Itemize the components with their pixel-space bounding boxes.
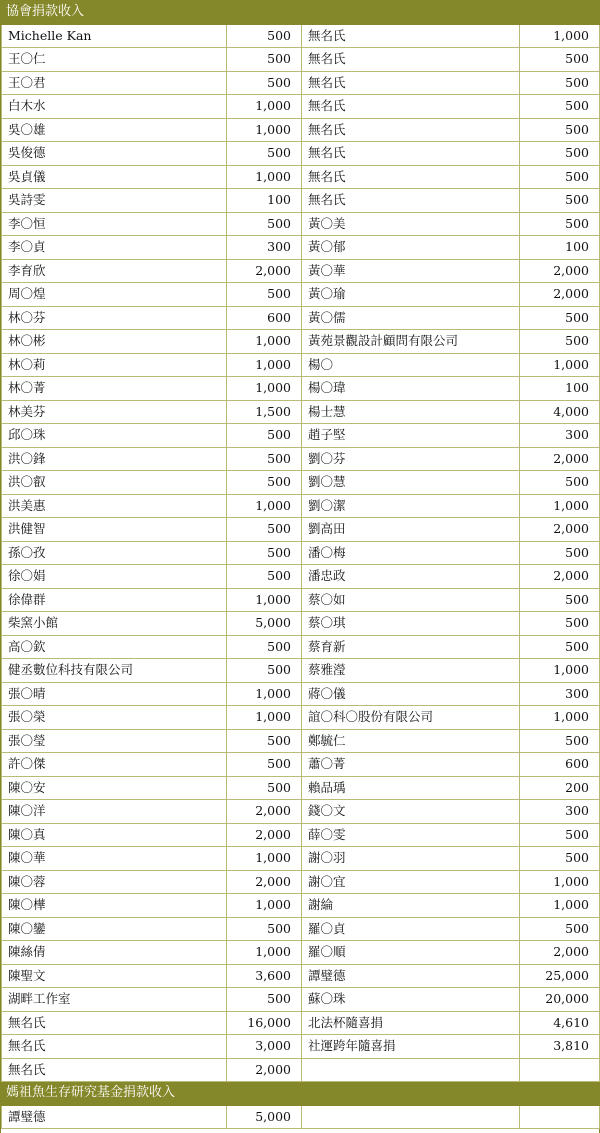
donor-name-left: 陳絲倩 bbox=[2, 941, 227, 965]
donor-name-left: 孫〇孜 bbox=[2, 541, 227, 565]
amount-left: 500 bbox=[227, 565, 302, 589]
donor-name-left: 健丞數位科技有限公司 bbox=[2, 659, 227, 683]
donor-name-left: Michelle Kan bbox=[2, 24, 227, 48]
table-row bbox=[2, 988, 600, 1012]
donor-name-right: 劉〇慧 bbox=[302, 471, 520, 495]
donor-name-left: 陳〇安 bbox=[2, 776, 227, 800]
amount-right: 500 bbox=[520, 917, 600, 941]
amount-right: 1,000 bbox=[520, 353, 600, 377]
donor-name-right: 黃苑景觀設計顧問有限公司 bbox=[302, 330, 520, 354]
amount-left: 500 bbox=[227, 541, 302, 565]
amount-left: 1,000 bbox=[227, 941, 302, 965]
amount-left: 500 bbox=[227, 424, 302, 448]
table-row bbox=[2, 729, 600, 753]
donor-name-left: 洪〇鋒 bbox=[2, 447, 227, 471]
amount-right: 1,000 bbox=[520, 659, 600, 683]
donor-name-right: 無名氏 bbox=[302, 189, 520, 213]
donor-name-left: 高〇欽 bbox=[2, 635, 227, 659]
amount-right: 300 bbox=[520, 800, 600, 824]
amount-right: 100 bbox=[520, 236, 600, 260]
amount-left: 500 bbox=[227, 283, 302, 307]
amount-left: 5,000 bbox=[227, 612, 302, 636]
donor-name-left: 洪〇叡 bbox=[2, 471, 227, 495]
amount-right bbox=[520, 1058, 600, 1082]
table-row bbox=[2, 1058, 600, 1082]
table-row bbox=[2, 494, 600, 518]
amount-right: 20,000 bbox=[520, 988, 600, 1012]
amount-right: 300 bbox=[520, 682, 600, 706]
table-row bbox=[2, 635, 600, 659]
table-row bbox=[2, 753, 600, 777]
amount-left: 1,000 bbox=[227, 118, 302, 142]
table-row bbox=[2, 659, 600, 683]
table-row bbox=[2, 964, 600, 988]
amount-right: 2,000 bbox=[520, 941, 600, 965]
donor-name-right: 楊〇瑋 bbox=[302, 377, 520, 401]
amount-left: 500 bbox=[227, 659, 302, 683]
amount-right: 500 bbox=[520, 471, 600, 495]
amount-left: 2,000 bbox=[227, 823, 302, 847]
donor-name-right: 薛〇雯 bbox=[302, 823, 520, 847]
table-row bbox=[2, 471, 600, 495]
amount-right: 500 bbox=[520, 306, 600, 330]
donor-name-left: 邱〇珠 bbox=[2, 424, 227, 448]
amount-right: 500 bbox=[520, 330, 600, 354]
table-row bbox=[2, 400, 600, 424]
donor-name-left: 陳〇華 bbox=[2, 847, 227, 871]
amount-right: 500 bbox=[520, 95, 600, 119]
amount-left: 500 bbox=[227, 635, 302, 659]
amount-left: 500 bbox=[227, 776, 302, 800]
table-row bbox=[2, 142, 600, 166]
amount-right: 500 bbox=[520, 823, 600, 847]
amount-left: 600 bbox=[227, 306, 302, 330]
table-row bbox=[2, 236, 600, 260]
donor-name-right: 潘忠政 bbox=[302, 565, 520, 589]
table-row bbox=[2, 377, 600, 401]
donor-name-left: 張〇榮 bbox=[2, 706, 227, 730]
amount-left: 1,000 bbox=[227, 165, 302, 189]
amount-left: 500 bbox=[227, 471, 302, 495]
amount-left: 1,000 bbox=[227, 706, 302, 730]
amount-left: 2,000 bbox=[227, 870, 302, 894]
section-title: 協會捐款收入 bbox=[2, 1, 600, 25]
amount-left: 1,000 bbox=[227, 377, 302, 401]
donor-name-right: 黃〇郁 bbox=[302, 236, 520, 260]
donor-name-left: 張〇晴 bbox=[2, 682, 227, 706]
amount-right: 1,000 bbox=[520, 24, 600, 48]
amount-left: 1,500 bbox=[227, 400, 302, 424]
donor-name-left: 王〇仁 bbox=[2, 48, 227, 72]
donor-name-right: 賴品瑀 bbox=[302, 776, 520, 800]
donor-name-left: 張〇瑩 bbox=[2, 729, 227, 753]
amount-right: 500 bbox=[520, 847, 600, 871]
table-row bbox=[2, 330, 600, 354]
table-row bbox=[2, 424, 600, 448]
donor-name-right: 無名氏 bbox=[302, 24, 520, 48]
donor-name-right: 劉高田 bbox=[302, 518, 520, 542]
donor-name-right: 無名氏 bbox=[302, 142, 520, 166]
donor-name-right: 羅〇順 bbox=[302, 941, 520, 965]
amount-right: 1,000 bbox=[520, 894, 600, 918]
table-row bbox=[2, 706, 600, 730]
donor-name-left: 陳〇樺 bbox=[2, 894, 227, 918]
amount-left: 100 bbox=[227, 189, 302, 213]
amount-right: 1,000 bbox=[520, 870, 600, 894]
donor-name-right: 鄭毓仁 bbox=[302, 729, 520, 753]
table-row bbox=[2, 612, 600, 636]
donor-name-right: 錢〇文 bbox=[302, 800, 520, 824]
table-row bbox=[2, 447, 600, 471]
donor-name-right: 謝綸 bbox=[302, 894, 520, 918]
donor-name-left: 吳貞儀 bbox=[2, 165, 227, 189]
donor-name-left: 白木水 bbox=[2, 95, 227, 119]
donor-name-left: 林〇芬 bbox=[2, 306, 227, 330]
amount-right: 500 bbox=[520, 189, 600, 213]
amount-right: 500 bbox=[520, 165, 600, 189]
amount-left: 1,000 bbox=[227, 847, 302, 871]
donor-name-right: 無名氏 bbox=[302, 95, 520, 119]
amount-left: 16,000 bbox=[227, 1011, 302, 1035]
amount-left: 5,000 bbox=[227, 1105, 302, 1129]
table-row bbox=[2, 682, 600, 706]
table-row bbox=[2, 259, 600, 283]
section-title: 媽祖魚生存研究基金捐款收入 bbox=[2, 1082, 600, 1106]
amount-left: 500 bbox=[227, 142, 302, 166]
table-row bbox=[2, 189, 600, 213]
donor-name-right: 楊士慧 bbox=[302, 400, 520, 424]
amount-right: 500 bbox=[520, 142, 600, 166]
donor-name-left: 吳〇雄 bbox=[2, 118, 227, 142]
table-row bbox=[2, 823, 600, 847]
table-row bbox=[2, 847, 600, 871]
amount-right: 2,000 bbox=[520, 565, 600, 589]
amount-left: 1,000 bbox=[227, 330, 302, 354]
amount-left: 500 bbox=[227, 917, 302, 941]
amount-left: 1,000 bbox=[227, 894, 302, 918]
table-row bbox=[2, 71, 600, 95]
donor-name-left: 湖畔工作室 bbox=[2, 988, 227, 1012]
table-row bbox=[2, 1105, 600, 1129]
amount-left: 1,000 bbox=[227, 95, 302, 119]
amount-left: 1,000 bbox=[227, 494, 302, 518]
amount-right: 500 bbox=[520, 212, 600, 236]
table-row bbox=[2, 776, 600, 800]
table-row bbox=[2, 917, 600, 941]
donor-name-right: 黃〇華 bbox=[302, 259, 520, 283]
table-row bbox=[2, 212, 600, 236]
amount-left: 500 bbox=[227, 753, 302, 777]
section-header-association bbox=[2, 1, 600, 25]
amount-left: 3,600 bbox=[227, 964, 302, 988]
donor-name-right bbox=[302, 1058, 520, 1082]
amount-right: 2,000 bbox=[520, 259, 600, 283]
donor-name-left: 無名氏 bbox=[2, 1035, 227, 1059]
amount-left: 500 bbox=[227, 447, 302, 471]
table-row bbox=[2, 283, 600, 307]
donor-name-left: 林〇彬 bbox=[2, 330, 227, 354]
donor-name-left: 無名氏 bbox=[2, 1058, 227, 1082]
amount-right: 2,000 bbox=[520, 283, 600, 307]
donor-name-right: 無名氏 bbox=[302, 118, 520, 142]
donor-name-right bbox=[302, 1105, 520, 1129]
amount-right: 500 bbox=[520, 541, 600, 565]
amount-right: 3,810 bbox=[520, 1035, 600, 1059]
donor-name-right: 黃〇瑜 bbox=[302, 283, 520, 307]
table-row bbox=[2, 894, 600, 918]
amount-left: 2,000 bbox=[227, 800, 302, 824]
amount-right: 2,000 bbox=[520, 447, 600, 471]
amount-left: 500 bbox=[227, 212, 302, 236]
donor-name-left: 王〇君 bbox=[2, 71, 227, 95]
donor-name-right: 黃〇美 bbox=[302, 212, 520, 236]
donor-name-right: 北法杯隨喜捐 bbox=[302, 1011, 520, 1035]
amount-left: 500 bbox=[227, 24, 302, 48]
amount-right: 500 bbox=[520, 71, 600, 95]
amount-right: 500 bbox=[520, 118, 600, 142]
donor-name-left: 徐偉群 bbox=[2, 588, 227, 612]
donor-name-left: 周〇煌 bbox=[2, 283, 227, 307]
amount-right: 4,000 bbox=[520, 400, 600, 424]
donor-name-left: 許〇傑 bbox=[2, 753, 227, 777]
donor-name-right: 謝〇宜 bbox=[302, 870, 520, 894]
amount-right: 500 bbox=[520, 588, 600, 612]
donor-name-right: 謝〇羽 bbox=[302, 847, 520, 871]
amount-right: 4,610 bbox=[520, 1011, 600, 1035]
table-row bbox=[2, 565, 600, 589]
donor-name-left: 李〇貞 bbox=[2, 236, 227, 260]
donor-name-right: 無名氏 bbox=[302, 48, 520, 72]
amount-right: 200 bbox=[520, 776, 600, 800]
amount-left: 300 bbox=[227, 236, 302, 260]
amount-left: 1,000 bbox=[227, 682, 302, 706]
donor-name-left: 柴窯小館 bbox=[2, 612, 227, 636]
amount-right: 2,000 bbox=[520, 518, 600, 542]
donor-name-left: 林〇莉 bbox=[2, 353, 227, 377]
donor-name-right: 黃〇儒 bbox=[302, 306, 520, 330]
donor-name-right: 誼〇科〇股份有限公司 bbox=[302, 706, 520, 730]
table-row bbox=[2, 118, 600, 142]
table-row bbox=[2, 518, 600, 542]
donor-name-right: 社運跨年隨喜捐 bbox=[302, 1035, 520, 1059]
amount-left: 3,000 bbox=[227, 1035, 302, 1059]
donor-name-right: 劉〇芬 bbox=[302, 447, 520, 471]
donor-name-right: 譚璧德 bbox=[302, 964, 520, 988]
donor-name-right: 楊〇 bbox=[302, 353, 520, 377]
amount-right: 1,000 bbox=[520, 494, 600, 518]
donor-name-left: 陳〇真 bbox=[2, 823, 227, 847]
amount-left: 2,000 bbox=[227, 259, 302, 283]
amount-left: 500 bbox=[227, 71, 302, 95]
amount-left: 500 bbox=[227, 48, 302, 72]
table-row bbox=[2, 1035, 600, 1059]
donor-name-right: 劉〇潔 bbox=[302, 494, 520, 518]
amount-right: 500 bbox=[520, 729, 600, 753]
table-row bbox=[2, 24, 600, 48]
donor-name-right: 無名氏 bbox=[302, 165, 520, 189]
donor-name-left: 林〇菁 bbox=[2, 377, 227, 401]
donor-name-left: 李〇恒 bbox=[2, 212, 227, 236]
donor-name-right: 羅〇貞 bbox=[302, 917, 520, 941]
table-row bbox=[2, 353, 600, 377]
donor-name-left: 無名氏 bbox=[2, 1011, 227, 1035]
amount-right: 500 bbox=[520, 612, 600, 636]
donor-name-right: 無名氏 bbox=[302, 71, 520, 95]
table-row bbox=[2, 95, 600, 119]
donor-name-left: 陳〇鑾 bbox=[2, 917, 227, 941]
donor-name-right: 蔡〇琪 bbox=[302, 612, 520, 636]
table-row bbox=[2, 588, 600, 612]
donor-name-left: 林美芬 bbox=[2, 400, 227, 424]
amount-right: 100 bbox=[520, 377, 600, 401]
donor-name-right: 蔡雅瀅 bbox=[302, 659, 520, 683]
donor-name-right: 趙子堅 bbox=[302, 424, 520, 448]
donor-name-left: 洪健智 bbox=[2, 518, 227, 542]
donor-name-right: 蔣〇儀 bbox=[302, 682, 520, 706]
donor-name-left: 陳聖文 bbox=[2, 964, 227, 988]
amount-right: 600 bbox=[520, 753, 600, 777]
table-row bbox=[2, 941, 600, 965]
donor-name-left: 陳〇蓉 bbox=[2, 870, 227, 894]
table-row bbox=[2, 48, 600, 72]
table-row bbox=[2, 870, 600, 894]
donor-name-right: 蘇〇珠 bbox=[302, 988, 520, 1012]
amount-right bbox=[520, 1105, 600, 1129]
donor-name-left: 陳〇洋 bbox=[2, 800, 227, 824]
donor-name-right: 潘〇梅 bbox=[302, 541, 520, 565]
donor-name-right: 蔡〇如 bbox=[302, 588, 520, 612]
table-row bbox=[2, 541, 600, 565]
donor-name-left: 李育欣 bbox=[2, 259, 227, 283]
donor-name-left: 譚璧德 bbox=[2, 1105, 227, 1129]
amount-left: 1,000 bbox=[227, 588, 302, 612]
donor-name-left: 吳俊德 bbox=[2, 142, 227, 166]
amount-left: 500 bbox=[227, 518, 302, 542]
donor-name-right: 蔡育新 bbox=[302, 635, 520, 659]
table-row bbox=[2, 165, 600, 189]
amount-right: 500 bbox=[520, 635, 600, 659]
donor-name-left: 徐〇娟 bbox=[2, 565, 227, 589]
amount-right: 300 bbox=[520, 424, 600, 448]
donor-name-right: 蕭〇菁 bbox=[302, 753, 520, 777]
donor-name-left: 洪美惠 bbox=[2, 494, 227, 518]
table-row bbox=[2, 800, 600, 824]
donation-table-body bbox=[2, 1, 600, 1129]
amount-left: 500 bbox=[227, 988, 302, 1012]
donor-name-left: 吳詩雯 bbox=[2, 189, 227, 213]
amount-right: 500 bbox=[520, 48, 600, 72]
amount-right: 25,000 bbox=[520, 964, 600, 988]
table-row bbox=[2, 306, 600, 330]
amount-left: 2,000 bbox=[227, 1058, 302, 1082]
section-header-fund bbox=[2, 1082, 600, 1106]
table-row bbox=[2, 1011, 600, 1035]
amount-left: 500 bbox=[227, 729, 302, 753]
donation-table bbox=[1, 0, 600, 1129]
amount-left: 1,000 bbox=[227, 353, 302, 377]
amount-right: 1,000 bbox=[520, 706, 600, 730]
